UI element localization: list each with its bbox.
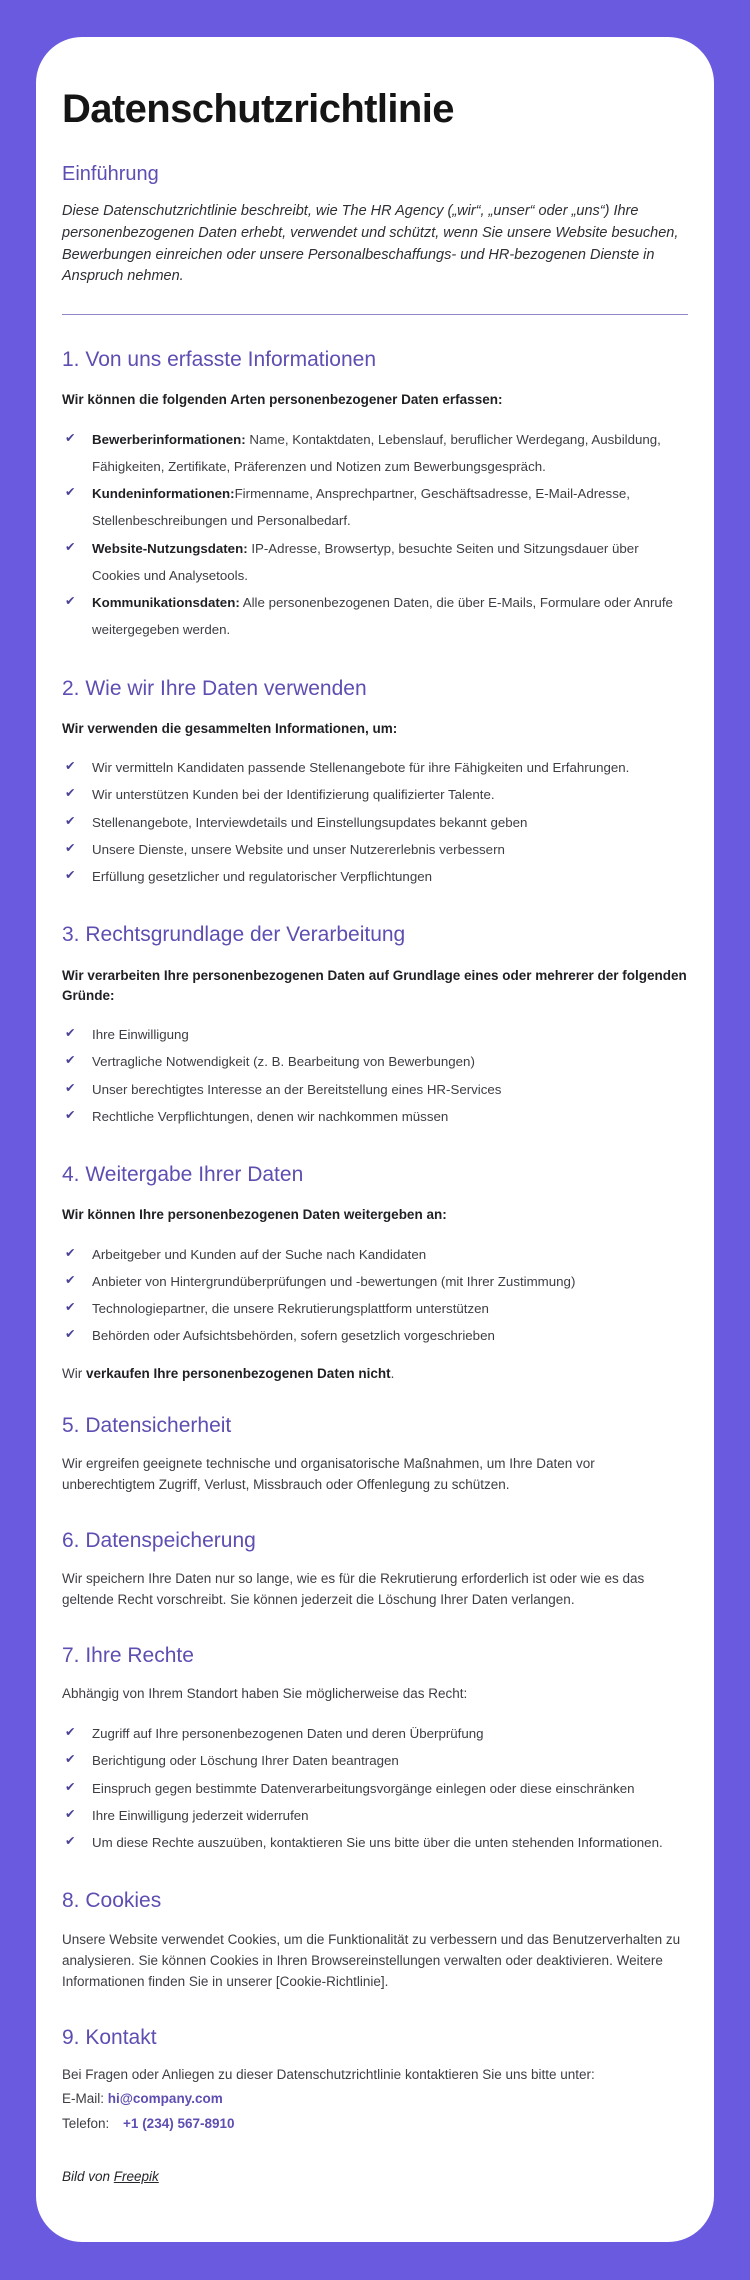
check-icon: ✔ [65,1327,76,1342]
email-link[interactable]: hi@company.com [107,2091,223,2107]
list-item [62,781,688,808]
list-item [62,589,688,644]
section-data-security [62,1412,688,1496]
section-heading: 2. Wie wir Ihre Daten verwenden [62,676,367,700]
bullet-text: Arbeitgeber und Kunden auf der Suche nach Kandidaten [92,1246,427,1262]
image-credit [62,2169,688,2184]
check-icon: ✔ [65,1107,76,1122]
check-icon: ✔ [65,594,76,609]
check-icon: ✔ [65,1026,76,1041]
check-icon: ✔ [65,759,76,774]
check-icon: ✔ [65,485,76,500]
list-item [62,1322,688,1349]
list-item [62,480,688,535]
contact-block [62,2065,688,2134]
freepik-link[interactable]: Freepik [113,2169,159,2185]
contact-phone-line [62,2114,688,2134]
list-item [62,1775,688,1802]
check-icon: ✔ [65,539,76,554]
section-data-usage [62,675,688,891]
list-item [62,1295,688,1322]
section-heading: 6. Datenspeicherung [62,1528,256,1552]
list-item [62,1747,688,1774]
no-sale-note [62,1366,688,1381]
list-item [62,1048,688,1075]
list-item [62,836,688,863]
page-background [0,37,750,2242]
bullet-text [92,426,688,481]
bullet-detail: Firmenname, Ansprechpartner, Geschäftsadresse, E-Mail-Adresse, Stellenbeschreibungen und Personalbedarf. [92,486,630,529]
bullet-text [92,535,688,590]
policy-card [36,37,714,2242]
check-icon: ✔ [65,1752,76,1767]
check-icon: ✔ [65,840,76,855]
list-item [62,535,688,590]
section-paragraph: Wir speichern Ihre Daten nur so lange, wie es für die Rekrutierung erforderlich ist oder wie es das geltende Recht vorschreibt. Sie können jederzeit die Löschung Ihrer Daten verlangen. [62,1571,645,1608]
list-item [62,809,688,836]
section-cookies [62,1887,688,1992]
intro-text: Diese Datenschutzrichtlinie beschreibt, wie The HR Agency („wir“, „unser“ oder „uns“) Ihre personenbezogenen Daten erhebt, verwendet und schützt, wenn Sie unsere Website besuchen, Bewerbungen einreichen oder unsere Personalbeschaffungs- und HR-bezogenen Dienste in Anspruch nehmen. [62,203,679,285]
bullet-text: Einspruch gegen bestimmte Datenverarbeitungsvorgänge einlegen oder diese einschränken [92,1780,635,1796]
bullet-label: Kundeninformationen: [92,486,235,502]
list-item [62,863,688,890]
check-icon: ✔ [65,430,76,445]
list-item [62,1802,688,1829]
check-icon: ✔ [65,786,76,801]
section-heading: 9. Kontakt [62,2025,157,2049]
note-bold: verkaufen Ihre personenbezogenen Daten nicht [86,1365,391,1381]
bullet-text: Technologiepartner, die unsere Rekrutierungsplattform unterstützen [92,1301,489,1317]
intro-heading: Einführung [62,163,159,185]
section-heading: 1. Von uns erfasste Informationen [62,348,377,371]
check-icon: ✔ [65,1806,76,1821]
check-icon: ✔ [65,1080,76,1095]
section-paragraph: Wir ergreifen geeignete technische und organisatorische Maßnahmen, um Ihre Daten vor unberechtigtem Zugriff, Verlust, Missbrauch oder Offenlegung zu schützen. [62,1455,595,1492]
section-legal-basis [62,921,688,1130]
bullet-text: Vertragliche Notwendigkeit (z. B. Bearbeitung von Bewerbungen) [92,1054,475,1070]
note-prefix: Wir [62,1365,86,1381]
bullet-detail: Name, Kontaktdaten, Lebenslauf, beruflicher Werdegang, Ausbildung, Fähigkeiten, Zertifikate, Präferenzen und Notizen zum Bewerbungsgespräch. [92,431,661,474]
phone-label: Telefon: [62,2115,114,2131]
list-item [62,1829,688,1856]
list-item [62,1241,688,1268]
bullet-text: Berichtigung oder Löschung Ihrer Daten beantragen [92,1753,399,1769]
bullet-label: Website-Nutzungsdaten: [92,540,248,556]
bullet-list [62,1021,688,1130]
bullet-list [62,754,688,890]
check-icon: ✔ [65,1053,76,1068]
section-heading: 5. Datensicherheit [62,1413,232,1437]
phone-link[interactable]: +1 (234) 567-8910 [123,2115,235,2131]
check-icon: ✔ [65,1245,76,1260]
bullet-list [62,1720,688,1856]
bullet-text: Stellenangebote, Interviewdetails und Einstellungsupdates bekannt geben [92,814,528,830]
check-icon: ✔ [65,813,76,828]
list-item [62,1076,688,1103]
note-suffix: . [390,1365,395,1381]
bullet-text: Unser berechtigtes Interesse an der Bereitstellung eines HR-Services [92,1081,502,1097]
bullet-text: Behörden oder Aufsichtsbehörden, sofern gesetzlich vorgeschrieben [92,1328,495,1344]
list-item [62,754,688,781]
bullet-text: Unsere Dienste, unsere Website und unser Nutzererlebnis verbessern [92,841,505,857]
bullet-text: Ihre Einwilligung jederzeit widerrufen [92,1807,309,1823]
section-lead: Wir können die folgenden Arten personenbezogener Daten erfassen: [62,392,503,408]
bullet-text: Zugriff auf Ihre personenbezogenen Daten und deren Überprüfung [92,1726,484,1742]
bullet-list [62,426,688,644]
page-title: Datenschutzrichtlinie [62,87,454,131]
section-lead: Abhängig von Ihrem Standort haben Sie möglicherweise das Recht: [62,1686,468,1702]
section-data-retention [62,1527,688,1611]
contact-intro: Bei Fragen oder Anliegen zu dieser Datenschutzrichtlinie kontaktieren Sie uns bitte unter: [62,2066,595,2082]
email-label: E-Mail: [62,2091,108,2107]
section-your-rights [62,1642,688,1856]
section-lead: Wir verwenden die gesammelten Informationen, um: [62,720,398,736]
check-icon: ✔ [65,1272,76,1287]
bullet-text [92,589,688,644]
section-contact [62,2024,688,2134]
bullet-text: Ihre Einwilligung [92,1027,189,1043]
check-icon: ✔ [65,868,76,883]
credit-prefix: Bild von [62,2169,114,2185]
bullet-text: Wir unterstützen Kunden bei der Identifizierung qualifizierter Talente. [92,787,495,803]
bullet-text: Um diese Rechte auszuüben, kontaktieren Sie uns bitte über die unten stehenden Informationen. [92,1835,663,1851]
bullet-text: Erfüllung gesetzlicher und regulatorischer Verpflichtungen [92,869,433,885]
bullet-list [62,1241,688,1350]
section-data-sharing [62,1161,688,1381]
section-lead: Wir verarbeiten Ihre personenbezogenen Daten auf Grundlage eines oder mehrerer der folgenden Gründe: [62,967,687,1003]
contact-email-line [62,2089,688,2109]
check-icon: ✔ [65,1725,76,1740]
bullet-label: Bewerberinformationen: [92,431,246,447]
section-heading: 3. Rechtsgrundlage der Verarbeitung [62,923,406,947]
list-item [62,1021,688,1048]
section-heading: 7. Ihre Rechte [62,1643,194,1667]
section-heading: 8. Cookies [62,1889,162,1913]
bullet-label: Kommunikationsdaten: [92,595,240,611]
section-heading: 4. Weitergabe Ihrer Daten [62,1163,304,1187]
list-item [62,1720,688,1747]
check-icon: ✔ [65,1834,76,1849]
section-lead: Wir können Ihre personenbezogenen Daten weitergeben an: [62,1207,447,1223]
list-item [62,1268,688,1295]
bullet-text: Rechtliche Verpflichtungen, denen wir nachkommen müssen [92,1108,449,1124]
bullet-detail: Alle personenbezogenen Daten, die über E-Mails, Formulare oder Anrufe weitergegeben werden. [92,595,673,638]
check-icon: ✔ [65,1779,76,1794]
bullet-text: Wir vermitteln Kandidaten passende Stellenangebote für ihre Fähigkeiten und Erfahrungen. [92,760,630,776]
section-collected-information [62,346,688,644]
section-divider [62,314,688,315]
bullet-detail: IP-Adresse, Browsertyp, besuchte Seiten und Sitzungsdauer über Cookies und Analysetools. [92,540,639,583]
bullet-text: Anbieter von Hintergrundüberprüfungen und -bewertungen (mit Ihrer Zustimmung) [92,1273,576,1289]
list-item [62,1103,688,1130]
check-icon: ✔ [65,1300,76,1315]
list-item [62,426,688,481]
bullet-text [92,480,688,535]
section-paragraph: Unsere Website verwendet Cookies, um die Funktionalität zu verbessern und das Benutzerverhalten zu analysieren. Sie können Cookies in Ihren Browsereinstellungen verwalten oder deaktivieren. Weitere Informationen finden Sie in unserer [Cookie-Richtlinie]. [62,1931,681,1989]
